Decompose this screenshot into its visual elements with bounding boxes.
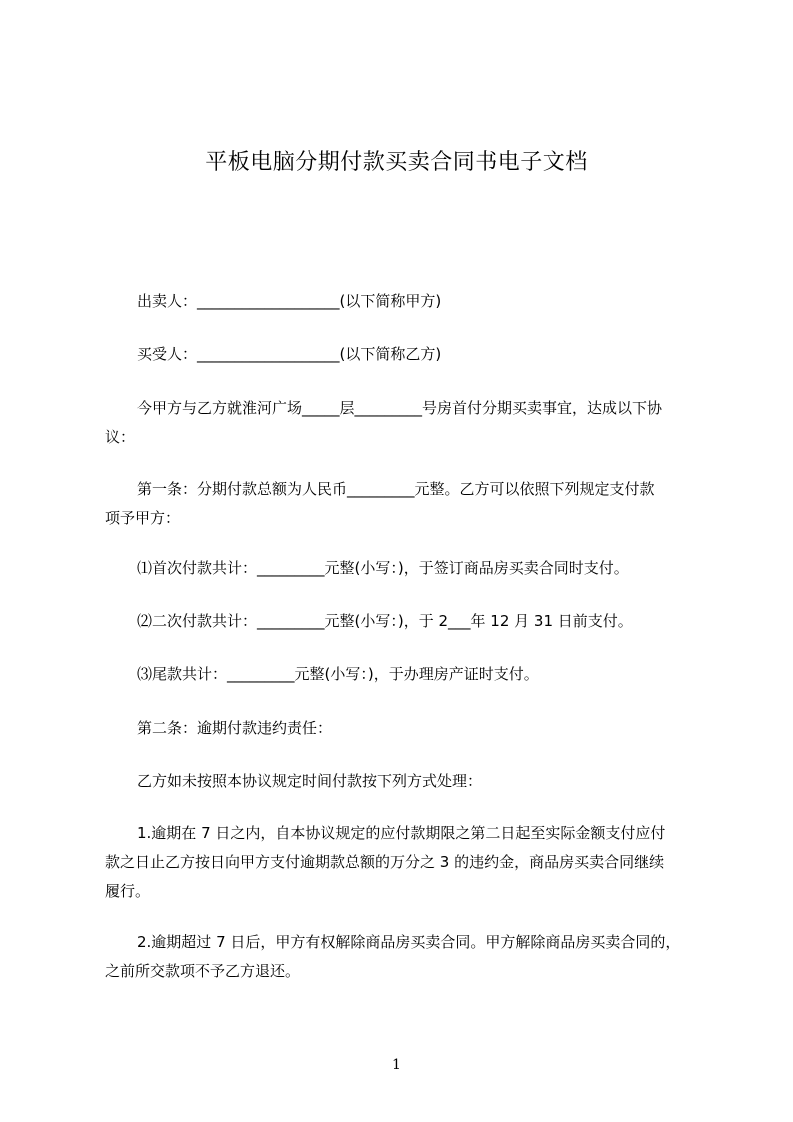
payment-item-2: ⑵二次付款共计：_________元整(小写：)，于 2___年 12 月 31 日前支付。 <box>137 612 633 630</box>
article-1-line-2: 项予甲方： <box>105 509 181 527</box>
intro-line-2: 议： <box>105 428 136 446</box>
article-1-line-1: 第一条：分期付款总额为人民币_________元整。乙方可以依照下列规定支付款 <box>137 480 655 498</box>
payment-item-1: ⑴首次付款共计：_________元整(小写：)，于签订商品房买卖合同时支付。 <box>137 559 629 577</box>
payment-item-3: ⑶尾款共计：_________元整(小写：)，于办理房产证时支付。 <box>137 665 539 683</box>
intro-line-1: 今甲方与乙方就淮河广场_____层_________号房首付分期买卖事宜，达成以下协 <box>137 399 663 417</box>
article-1-paragraph <box>105 475 705 533</box>
clause-2-paragraph <box>105 928 705 986</box>
document-title: 平板电脑分期付款买卖合同书电子文档 <box>205 150 588 175</box>
clause-1-line-1: 1.逾期在 7 日之内，自本协议规定的应付款期限之第二日起至实际金额支付应付 <box>137 824 666 842</box>
clause-2-line-2: 之前所交款项不予乙方退还。 <box>105 962 301 980</box>
clause-1-line-3: 履行。 <box>105 882 151 900</box>
handling-line: 乙方如未按照本协议规定时间付款按下列方式处理： <box>137 772 483 790</box>
page-number: 1 <box>392 1057 401 1073</box>
clause-1-paragraph <box>105 819 705 906</box>
clause-2-line-1: 2.逾期超过 7 日后，甲方有权解除商品房买卖合同。甲方解除商品房买卖合同的， <box>137 933 681 951</box>
buyer-line: 买受人：___________________(以下简称乙方) <box>137 345 442 363</box>
intro-paragraph <box>105 394 705 452</box>
seller-line: 出卖人：___________________(以下简称甲方) <box>137 292 442 310</box>
article-2-heading: 第二条：逾期付款违约责任： <box>137 719 333 737</box>
clause-1-line-2: 款之日止乙方按日向甲方支付逾期款总额的万分之 3 的违约金，商品房买卖合同继续 <box>105 853 665 871</box>
